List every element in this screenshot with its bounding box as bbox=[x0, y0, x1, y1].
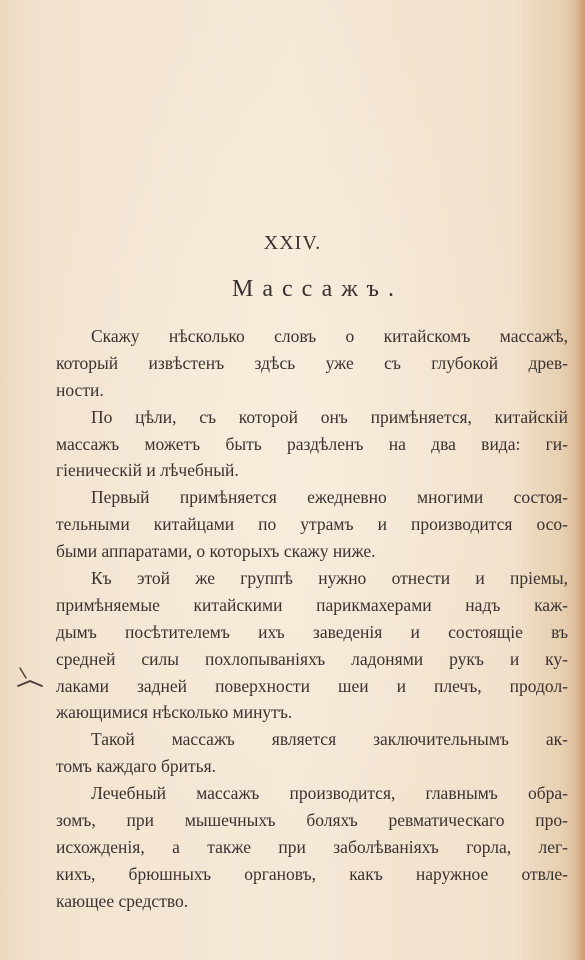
chapter-number: XXIV. bbox=[263, 232, 322, 254]
text-line: томъ каждаго бритья. bbox=[56, 756, 217, 777]
text-line: тельными китайцами по утрамъ и производится осо- bbox=[56, 514, 568, 535]
page-edge-shadow bbox=[575, 0, 585, 960]
text-line: кающее средство. bbox=[56, 890, 189, 911]
text-line: По цѣли, съ которой онъ примѣняется, китайскій bbox=[91, 406, 568, 427]
text-line: который извѣстенъ здѣсь уже съ глубокой древ- bbox=[56, 352, 568, 373]
text-line: ности. bbox=[56, 379, 104, 400]
text-line: средней силы похлопываніяхъ ладонями рукъ и ку- bbox=[56, 648, 568, 669]
text-body bbox=[56, 323, 568, 915]
text-line: быми аппаратами, о которыхъ скажу ниже. bbox=[56, 541, 376, 562]
text-line: жающимися нѣсколько минутъ. bbox=[56, 702, 293, 723]
text-line: Къ этой же группѣ нужно отнести и пріемы, bbox=[91, 568, 568, 589]
text-line: Такой массажъ является заключительнымъ ак- bbox=[91, 729, 568, 750]
text-line: лаками задней поверхности шеи и плечъ, продол- bbox=[56, 675, 568, 696]
text-line: гіеническій и лѣчебный. bbox=[56, 460, 239, 481]
text-line: Лечебный массажъ производится, главнымъ обра- bbox=[91, 783, 568, 804]
text-line: Первый примѣняется ежедневно многими состоя- bbox=[91, 487, 568, 508]
text-line: исхожденія, а также при заболѣваніяхъ горла, лег- bbox=[56, 836, 568, 857]
chapter-title: Массажъ. bbox=[232, 276, 403, 302]
text-line: массажъ можетъ быть раздѣленъ на два вида: ги- bbox=[56, 433, 568, 454]
pencil-margin-mark-icon bbox=[14, 666, 44, 696]
text-line: кихъ, брюшныхъ органовъ, какъ наружное отвле- bbox=[56, 863, 568, 884]
text-line: зомъ, при мышечныхъ боляхъ ревматическаго про- bbox=[56, 810, 568, 831]
text-line: Скажу нѣсколько словъ о китайскомъ массажѣ, bbox=[91, 326, 568, 346]
text-line: дымъ посѣтителемъ ихъ заведенія и состоящіе въ bbox=[56, 621, 568, 642]
text-line: примѣняемые китайскими парикмахерами надъ каж- bbox=[56, 594, 568, 615]
